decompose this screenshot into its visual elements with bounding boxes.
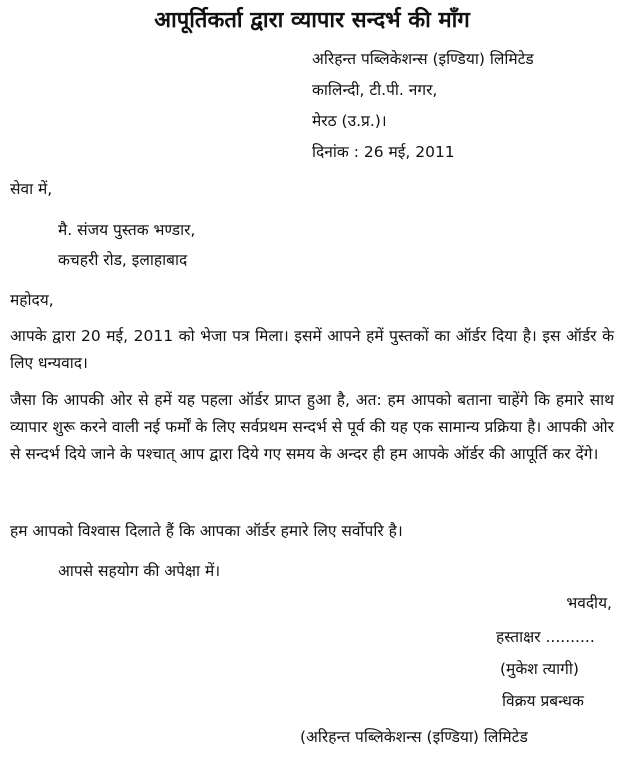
- sender-address-line2: मेरठ (उ.प्र.)।: [312, 112, 387, 130]
- signatory-designation: विक्रय प्रबन्धक: [502, 692, 584, 710]
- signatory-name: (मुकेश त्यागी): [500, 660, 579, 678]
- body-paragraph-1: आपके द्वारा 20 मई, 2011 को भेजा पत्र मिला। इसमें आपने हमें पुस्तकों का ऑर्डर दिया है। इस ऑर्डर के लिए धन्यवाद।: [10, 327, 614, 372]
- sender-company: अरिहन्त पब्लिकेशन्स (इण्डिया) लिमिटेड: [312, 50, 534, 68]
- closing-line: आपसे सहयोग की अपेक्षा में।: [58, 562, 221, 580]
- salutation-to: सेवा में,: [10, 180, 53, 198]
- greeting: महोदय,: [10, 291, 54, 309]
- recipient-address: कचहरी रोड, इलाहाबाद: [58, 251, 188, 269]
- body-paragraph-3: हम आपको विश्वास दिलाते हैं कि आपका ऑर्डर हमारे लिए सर्वोपरि है।: [10, 522, 403, 540]
- body-paragraph-2: जैसा कि आपकी ओर से हमें यह पहला ऑर्डर प्राप्त हुआ है, अत: हम आपको बताना चाहेंगे कि हमारे साथ व्यापार शुरू करने वाली नई फर्मों के लिए सर्वप्रथम सन्दर्भ से पूर्व की यह एक सामान्य प्रक्रिया है। आपकी ओर से सन्दर्भ दिये जाने के पश्चात् आप द्वारा दिये गए समय के अन्दर ही हम आपके ऑर्डर की आपूर्ति कर देंगे।: [10, 391, 614, 463]
- sender-address-line1: कालिन्दी, टी.पी. नगर,: [312, 81, 438, 99]
- letter-title: आपूर्तिकर्ता द्वारा व्यापार सन्दर्भ की माँग: [154, 8, 470, 33]
- recipient-name: मै. संजय पुस्तक भण्डार,: [58, 221, 196, 239]
- signatory-company: (अरिहन्त पब्लिकेशन्स (इण्डिया) लिमिटेड: [300, 728, 528, 746]
- signature-line: हस्ताक्षर ..........: [496, 628, 595, 646]
- valediction: भवदीय,: [566, 594, 612, 612]
- letter-date: दिनांक : 26 मई, 2011: [312, 143, 455, 161]
